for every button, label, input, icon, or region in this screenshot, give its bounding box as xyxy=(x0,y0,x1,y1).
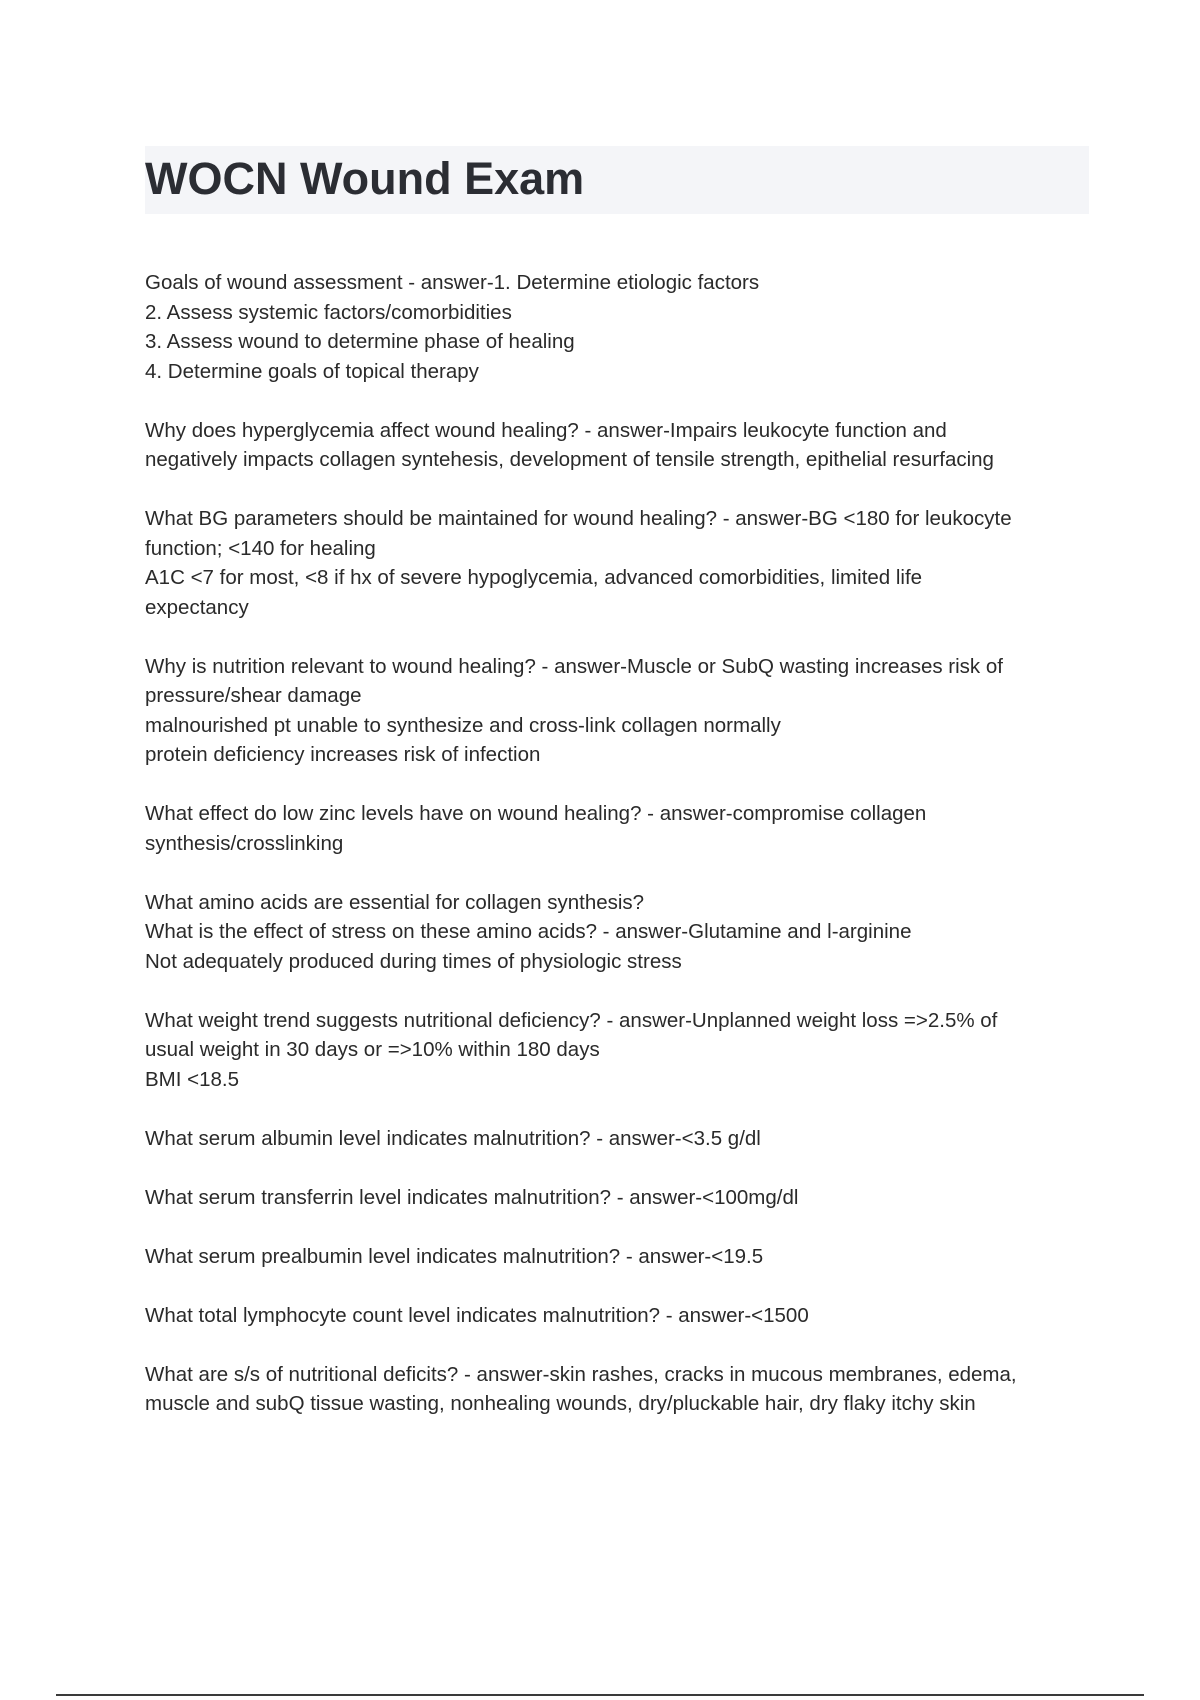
qa-line: expectancy xyxy=(145,595,249,619)
qa-entry xyxy=(145,268,1095,386)
qa-line: What serum transferrin level indicates malnutrition? - answer-<100mg/dl xyxy=(145,1185,799,1209)
qa-line: What amino acids are essential for collagen synthesis? xyxy=(145,890,645,914)
qa-list xyxy=(145,268,1095,1448)
qa-line: What total lymphocyte count level indicates malnutrition? - answer-<1500 xyxy=(145,1303,809,1327)
qa-line: Goals of wound assessment - answer-1. Determine etiologic factors xyxy=(145,271,760,294)
qa-line: A1C <7 for most, <8 if hx of severe hypoglycemia, advanced comorbidities, limited life xyxy=(145,566,923,589)
qa-line: pressure/shear damage xyxy=(145,684,362,707)
qa-line: synthesis/crosslinking xyxy=(145,831,344,855)
qa-line: What effect do low zinc levels have on wound healing? - answer-compromise collagen xyxy=(145,802,927,825)
qa-line: 4. Determine goals of topical therapy xyxy=(145,359,479,383)
qa-line: Why does hyperglycemia affect wound healing? - answer-Impairs leukocyte function and xyxy=(145,418,947,442)
page-title: WOCN Wound Exam xyxy=(145,153,585,204)
qa-line: What BG parameters should be maintained for wound healing? - answer-BG <180 for leukocyte xyxy=(145,507,1012,530)
qa-line: Why is nutrition relevant to wound healing? - answer-Muscle or SubQ wasting increases risk of xyxy=(145,654,1003,678)
qa-entry xyxy=(145,1124,1095,1154)
qa-line: What serum albumin level indicates malnutrition? - answer-<3.5 g/dl xyxy=(145,1126,761,1150)
qa-line: muscle and subQ tissue wasting, nonhealing wounds, dry/pluckable hair, dry flaky itchy skin xyxy=(145,1392,976,1415)
qa-entry xyxy=(145,1183,1095,1213)
qa-entry xyxy=(145,652,1095,770)
qa-entry xyxy=(145,799,1095,858)
qa-entry xyxy=(145,504,1095,622)
qa-entry xyxy=(145,1301,1095,1331)
qa-line: What weight trend suggests nutritional deficiency? - answer-Unplanned weight loss =>2.5% of xyxy=(145,1008,998,1032)
qa-entry xyxy=(145,1006,1095,1095)
qa-line: function; <140 for healing xyxy=(145,536,376,560)
qa-entry xyxy=(145,888,1095,977)
qa-entry xyxy=(145,1242,1095,1272)
qa-line: What are s/s of nutritional deficits? - answer-skin rashes, cracks in mucous membranes, edema, xyxy=(145,1362,1017,1386)
footer-divider xyxy=(56,1694,1144,1696)
title-banner xyxy=(145,146,1089,214)
qa-entry xyxy=(145,416,1095,475)
qa-line: 2. Assess systemic factors/comorbidities xyxy=(145,300,512,324)
qa-line: What is the effect of stress on these amino acids? - answer-Glutamine and l-arginine xyxy=(145,920,912,943)
qa-line: 3. Assess wound to determine phase of healing xyxy=(145,330,575,353)
qa-line: negatively impacts collagen syntehesis, development of tensile strength, epithelial resurfacing xyxy=(145,448,994,471)
qa-entry xyxy=(145,1360,1095,1419)
qa-line: Not adequately produced during times of physiologic stress xyxy=(145,949,682,973)
qa-line: usual weight in 30 days or =>10% within 180 days xyxy=(145,1038,600,1061)
qa-line: protein deficiency increases risk of infection xyxy=(145,743,541,766)
qa-line: BMI <18.5 xyxy=(145,1067,240,1091)
qa-line: What serum prealbumin level indicates malnutrition? - answer-<19.5 xyxy=(145,1244,764,1268)
qa-line: malnourished pt unable to synthesize and cross-link collagen normally xyxy=(145,713,781,737)
